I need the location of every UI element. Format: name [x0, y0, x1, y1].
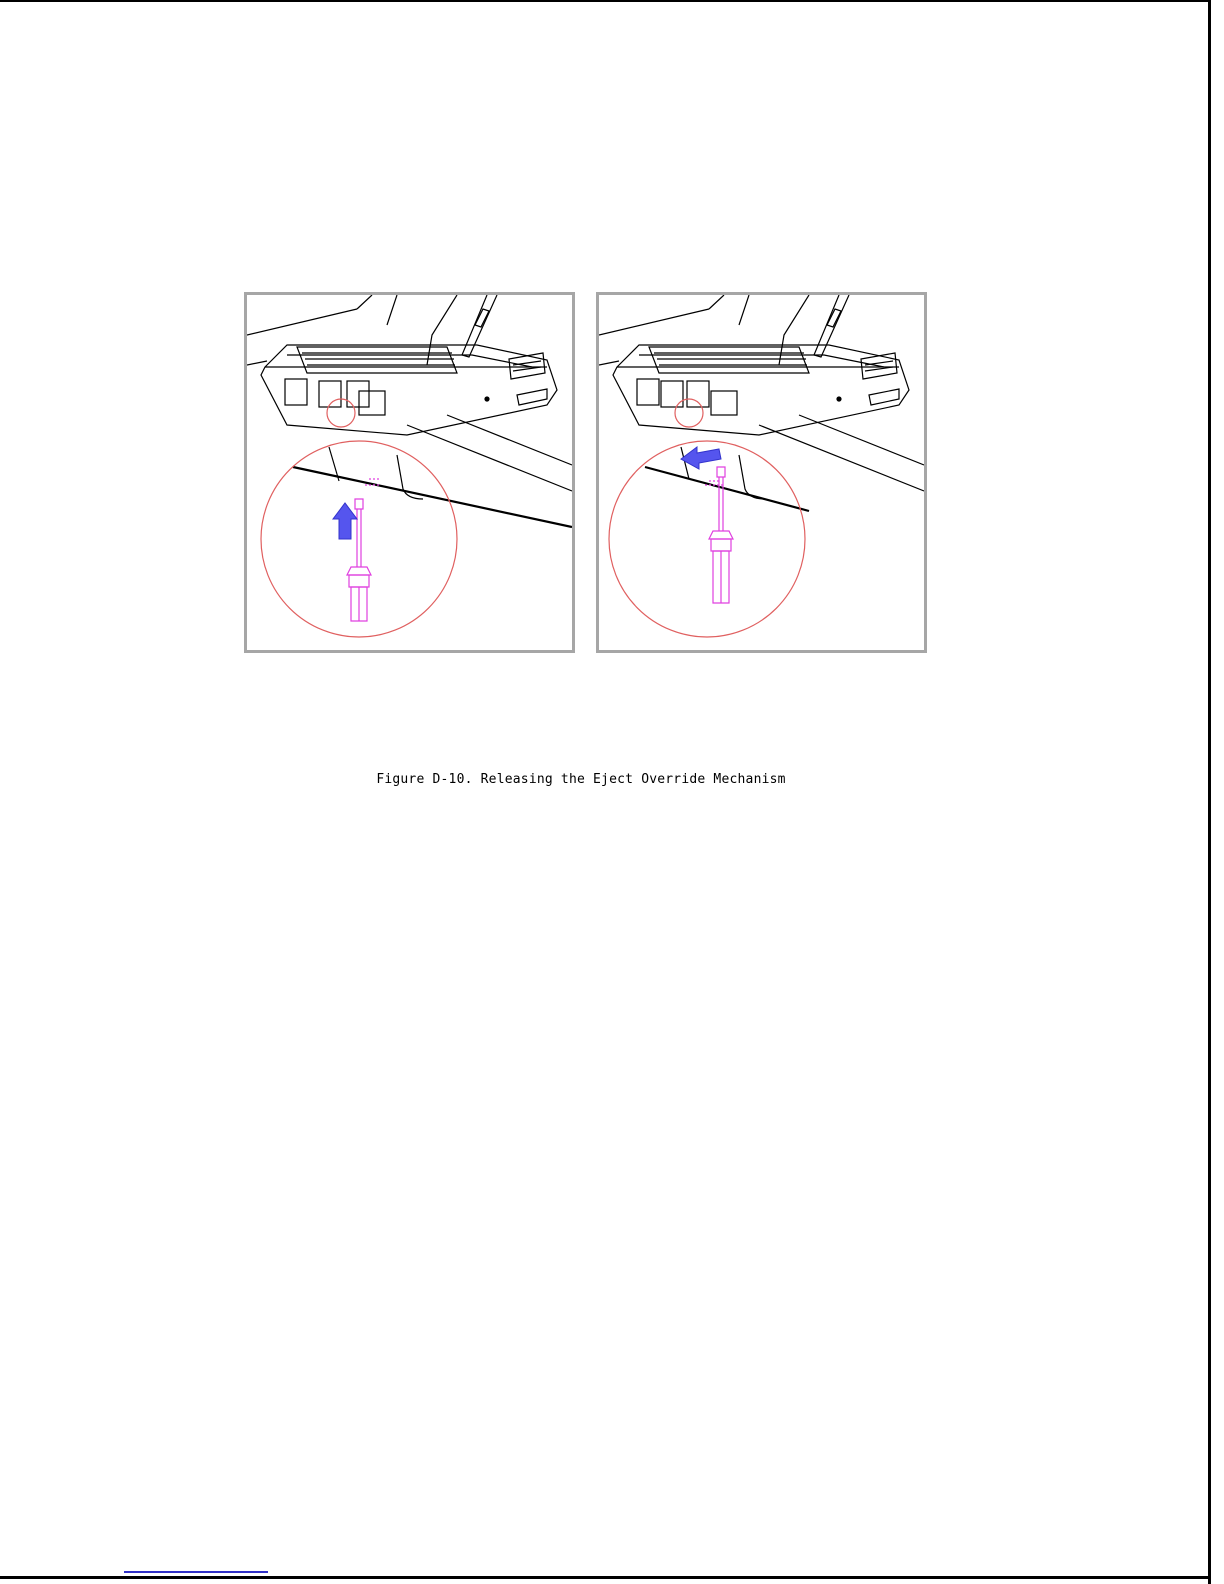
callout-circle-small: [675, 399, 703, 427]
screwdriver-icon: [705, 467, 733, 603]
footer-link-underline[interactable]: [124, 1571, 268, 1573]
arrow-left-icon: [681, 447, 721, 469]
figure-panel-slide-left: [596, 292, 927, 653]
top-rule: [0, 0, 1210, 2]
arrow-up-icon: [333, 503, 357, 539]
computer-illustration-slide-left: [599, 295, 924, 650]
computer-illustration-push-up: [247, 295, 572, 650]
figure-panel-push-up: [244, 292, 575, 653]
right-rule: [1208, 0, 1211, 1584]
figure-caption: Figure D-10. Releasing the Eject Override Mechanism: [376, 772, 786, 787]
bottom-rule: [0, 1576, 1210, 1579]
screwdriver-icon: [347, 479, 381, 621]
callout-circle-zoom: [609, 441, 805, 637]
